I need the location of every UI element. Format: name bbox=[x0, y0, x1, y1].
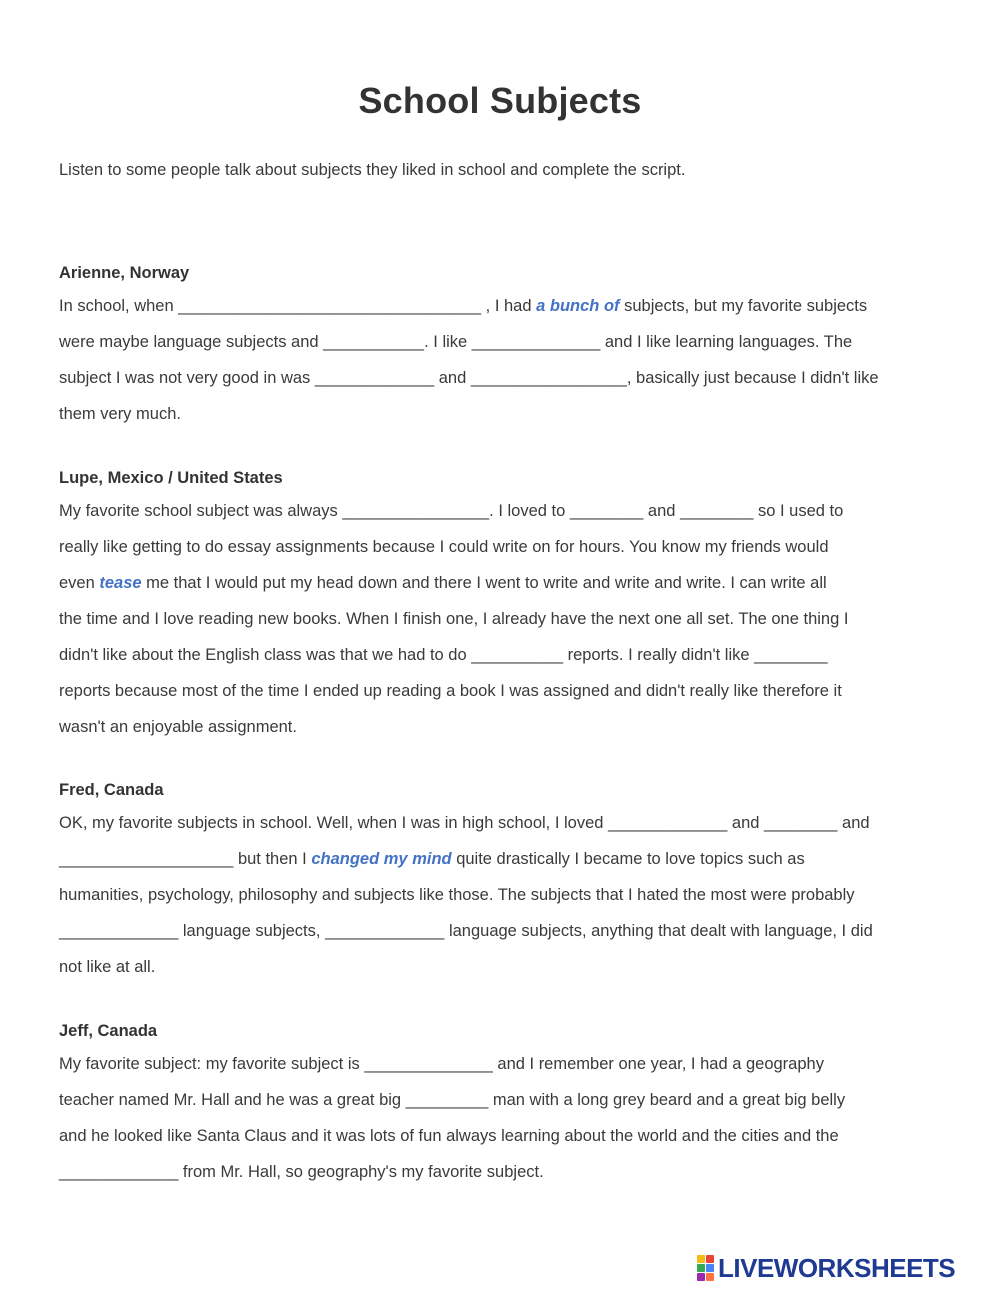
logo-block bbox=[697, 1264, 705, 1272]
logo-text: LIVEWORKSHEETS bbox=[718, 1252, 956, 1283]
speaker-name: Jeff, Canada bbox=[59, 1022, 158, 1040]
logo-block bbox=[706, 1273, 714, 1281]
section-jeff bbox=[59, 1020, 944, 1190]
script-line: really like getting to do essay assignments because I could write on for hours. You know my friends would bbox=[59, 538, 829, 556]
speaker-name: Lupe, Mexico / United States bbox=[59, 469, 283, 487]
logo-block bbox=[697, 1255, 705, 1263]
script-line: wasn't an enjoyable assignment. bbox=[59, 718, 297, 736]
speaker-name: Fred, Canada bbox=[59, 781, 164, 799]
script-line bbox=[59, 841, 944, 877]
text-segment: ___________________ but then I bbox=[59, 850, 312, 868]
logo-block bbox=[706, 1255, 714, 1263]
script-line: not like at all. bbox=[59, 958, 156, 976]
script-line: OK, my favorite subjects in school. Well, when I was in high school, I loved _____________ and ________ and bbox=[59, 814, 870, 832]
speaker-name: Arienne, Norway bbox=[59, 264, 190, 282]
script-line: reports because most of the time I ended up reading a book I was assigned and didn't really like therefore it bbox=[59, 682, 842, 700]
script-line: My favorite subject: my favorite subject is ______________ and I remember one year, I had a geography bbox=[59, 1055, 824, 1073]
highlighted-phrase: tease bbox=[99, 574, 142, 592]
section-fred bbox=[59, 779, 944, 985]
script-line: humanities, psychology, philosophy and subjects like those. The subjects that I hated the most were probably bbox=[59, 886, 855, 904]
text-segment: quite drastically I became to love topics such as bbox=[451, 850, 805, 868]
text-segment: me that I would put my head down and there I went to write and write and write. I can write all bbox=[141, 574, 827, 592]
script-line bbox=[59, 565, 944, 601]
script-line: the time and I love reading new books. When I finish one, I already have the next one all set. The one thing I bbox=[59, 610, 849, 628]
script-line: _____________ language subjects, _____________ language subjects, anything that dealt with language, I did bbox=[59, 922, 873, 940]
logo-block bbox=[697, 1273, 705, 1281]
text-segment: even bbox=[59, 574, 100, 592]
highlighted-phrase: changed my mind bbox=[311, 850, 452, 868]
page-title: School Subjects bbox=[358, 80, 642, 121]
liveworksheets-logo bbox=[697, 1253, 955, 1283]
script-line: and he looked like Santa Claus and it was lots of fun always learning about the world and the cities and the bbox=[59, 1127, 839, 1145]
section-lupe bbox=[59, 467, 944, 745]
script-line: them very much. bbox=[59, 405, 181, 423]
highlighted-phrase: a bunch of bbox=[536, 297, 620, 315]
script-line bbox=[59, 288, 944, 324]
script-line: didn't like about the English class was that we had to do __________ reports. I really didn't like ________ bbox=[59, 646, 828, 664]
script-line: My favorite school subject was always ________________. I loved to ________ and ________ so I used to bbox=[59, 502, 844, 520]
script-line: teacher named Mr. Hall and he was a great big _________ man with a long grey beard and a great big belly bbox=[59, 1091, 846, 1109]
script-line: were maybe language subjects and ___________. I like ______________ and I like learning languages. The bbox=[59, 333, 853, 351]
text-segment: In school, when _________________________________ , I had bbox=[59, 297, 537, 315]
text-segment: subjects, but my favorite subjects bbox=[619, 297, 868, 315]
instructions: Listen to some people talk about subjects they liked in school and complete the script. bbox=[59, 161, 686, 179]
logo-block bbox=[706, 1264, 714, 1272]
script-line: subject I was not very good in was _____________ and _________________, basically just because I didn't like bbox=[59, 369, 879, 387]
logo-icon bbox=[697, 1255, 714, 1281]
section-arienne bbox=[59, 262, 944, 432]
script-line: _____________ from Mr. Hall, so geography's my favorite subject. bbox=[59, 1163, 544, 1181]
